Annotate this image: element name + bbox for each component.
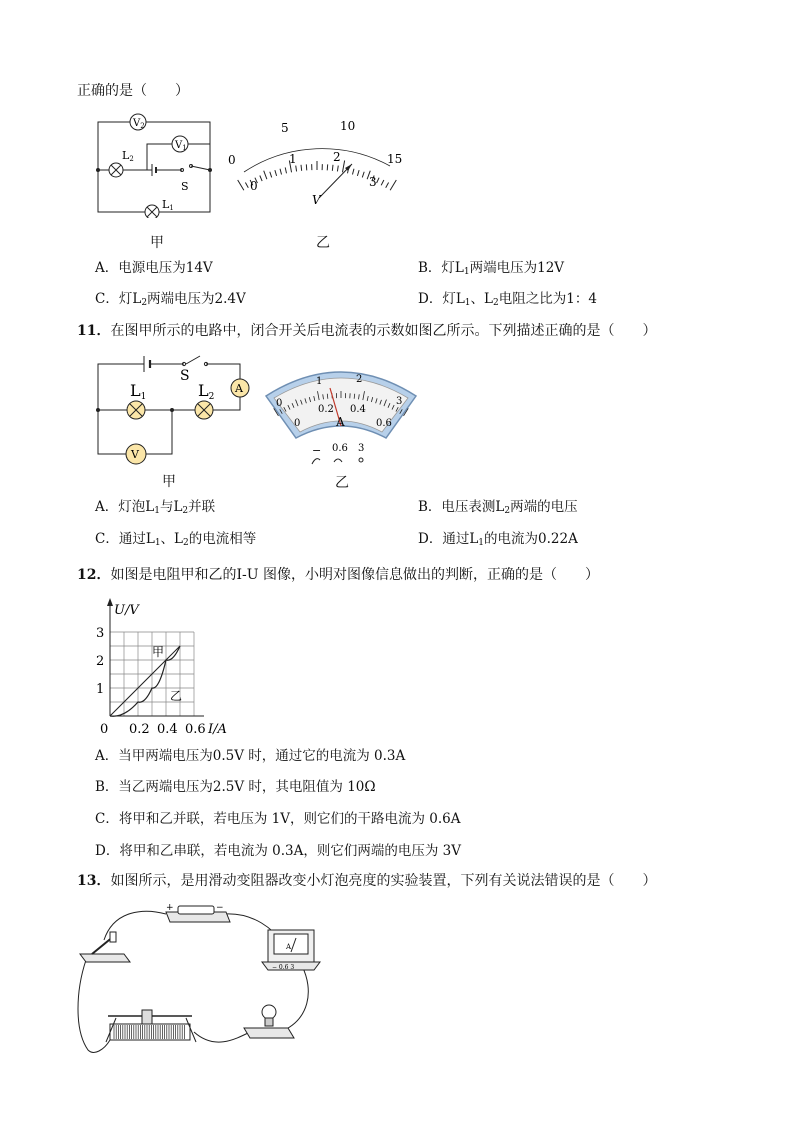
- v2-label: $V_2$: [133, 118, 145, 130]
- amm-top-tick-1: 1: [316, 376, 323, 387]
- q11-option-d[interactable]: D．通过$L_1$的电流为0.22A: [418, 531, 578, 548]
- x-tick-label: 0: [100, 722, 109, 737]
- q10-option-a[interactable]: A．电源电压为14V: [95, 260, 213, 276]
- amm-top-tick-0: 0: [276, 398, 283, 409]
- l2-label: L2: [198, 381, 215, 402]
- volt-unit: V: [312, 193, 321, 207]
- q11-fig-jia-caption: 甲: [162, 474, 176, 490]
- volt-top-tick-10: 10: [340, 119, 356, 133]
- x-tick-label: 0.2: [129, 722, 150, 737]
- rheostat-icon: [106, 1010, 196, 1042]
- x-axis-label: I/A: [208, 722, 227, 737]
- s-label: S: [181, 180, 189, 193]
- volt-tick: [377, 178, 380, 183]
- lamp-icon: [244, 1005, 294, 1038]
- q10-stem-tail: 正确的是（ ）: [77, 83, 189, 99]
- amm-tick: [354, 394, 355, 399]
- volt-tick: [270, 172, 272, 178]
- amm-bottom-tick-06: 0.6: [376, 418, 392, 429]
- volt-bottom-tick-3: 3: [369, 175, 377, 189]
- battery-icon: [166, 903, 230, 922]
- volt-tick: [362, 172, 364, 178]
- volt-tick: [357, 170, 359, 176]
- v-label: V: [131, 448, 139, 461]
- q10-voltmeter-dial: [224, 116, 414, 210]
- amm-top-tick-3: 3: [396, 396, 403, 407]
- s-label: S: [180, 368, 190, 384]
- amm-tick: [327, 394, 328, 399]
- q10-option-c[interactable]: C．灯$L_2$两端电压为2.4V: [95, 291, 246, 308]
- q11-circuit-diagram: [92, 350, 252, 468]
- q10-circuit-diagram: [92, 112, 222, 218]
- amm-bottom-tick-04: 0.4: [350, 404, 366, 415]
- volt-tick: [275, 170, 277, 176]
- l1-label: L1: [130, 381, 147, 402]
- terminal-3: 3: [358, 443, 365, 454]
- q10-option-b[interactable]: B．灯$L_1$两端电压为12V: [418, 260, 565, 277]
- y-tick-label: 2: [96, 654, 105, 669]
- volt-tick: [260, 175, 262, 181]
- y-tick-label: 1: [96, 682, 105, 697]
- y-tick-label: 3: [96, 626, 105, 641]
- q10-option-d[interactable]: D．灯$L_1$、$L_2$电阻之比为1：4: [418, 291, 597, 308]
- series-jia-label: 甲: [152, 645, 165, 659]
- amm-unit: A: [336, 415, 345, 429]
- q10-fig-yi-caption: 乙: [316, 235, 330, 251]
- battery-minus: −: [216, 903, 224, 913]
- series-yi-label: 乙: [170, 689, 183, 703]
- amm-bottom-tick-0: 0: [294, 418, 301, 429]
- volt-tick: [301, 165, 302, 171]
- ammeter-unit: A: [286, 943, 292, 951]
- volt-tick: [296, 166, 297, 172]
- q12-option-a[interactable]: A．当甲两端电压为0.5V 时，通过它的电流为 0.3A: [95, 748, 406, 764]
- volt-top-tick-5: 5: [281, 121, 289, 135]
- q12-option-c[interactable]: C．将甲和乙并联，若电压为 1V，则它们的干路电流为 0.6A: [95, 811, 461, 827]
- ammeter-icon: [262, 930, 320, 971]
- q10-fig-jia-caption: 甲: [150, 235, 164, 251]
- q11-option-c[interactable]: C．通过$L_1$、$L_2$的电流相等: [95, 531, 257, 548]
- a-label: A: [235, 382, 243, 395]
- q12-iu-chart: [92, 596, 242, 738]
- volt-bottom-tick-0: 0: [250, 179, 258, 193]
- ammeter-terminals: − 0.6 3: [272, 964, 295, 971]
- q12-option-b[interactable]: B．当乙两端电压为2.5V 时，其电阻值为 10Ω: [95, 779, 376, 795]
- q11-ammeter-dial: [262, 356, 420, 468]
- volt-tick: [280, 169, 281, 175]
- q11-fig-yi-caption: 乙: [335, 475, 349, 491]
- terminal-minus: −: [312, 444, 322, 457]
- q12-stem: 12．如图是电阻甲和乙的I-U 图像，小明对图像信息做出的判断，正确的是（ ）: [77, 567, 599, 583]
- series-jia-line: [110, 646, 183, 716]
- q12-option-d[interactable]: D．将甲和乙串联，若电流为 0.3A，则它们两端的电压为 3V: [95, 843, 461, 859]
- volt-tick: [238, 180, 244, 190]
- volt-top-tick-15: 15: [387, 152, 403, 166]
- volt-top-tick-0: 0: [228, 153, 236, 167]
- volt-tick: [386, 182, 389, 187]
- volt-bottom-tick-1: 1: [289, 152, 297, 166]
- volt-tick: [285, 167, 286, 173]
- y-axis-label: U/V: [114, 603, 139, 618]
- volt-tick: [381, 180, 384, 185]
- volt-tick: [245, 182, 248, 187]
- volt-tick: [337, 166, 338, 172]
- l2-label: L2: [122, 149, 134, 163]
- q11-stem: 11．在图甲所示的电路中，闭合开关后电流表的示数如图乙所示。下列描述正确的是（ ）: [77, 323, 657, 339]
- q11-option-b[interactable]: B．电压表测$L_2$两端的电压: [418, 499, 578, 516]
- volt-tick: [342, 160, 344, 172]
- volt-bottom-tick-2: 2: [333, 150, 341, 164]
- volt-tick: [390, 180, 396, 190]
- v1-label: $V_1$: [175, 140, 187, 152]
- terminal-06: 0.6: [332, 443, 348, 454]
- q13-apparatus-figure: [74, 900, 324, 1060]
- amm-bottom-tick-02: 0.2: [318, 404, 334, 415]
- q13-stem: 13．如图所示，是用滑动变阻器改变小灯泡亮度的实验装置，下列有关说法错误的是（ ）: [77, 873, 657, 889]
- y-axis-arrow: [107, 598, 113, 606]
- volt-tick: [352, 169, 353, 175]
- x-tick-label: 0.4: [157, 722, 178, 737]
- amm-top-tick-2: 2: [356, 374, 363, 385]
- battery-plus: +: [166, 903, 174, 913]
- volt-tick: [332, 165, 333, 171]
- volt-tick: [264, 171, 267, 179]
- x-tick-label: 0.6: [185, 722, 206, 737]
- q11-option-a[interactable]: A．灯泡$L_1$与$L_2$并联: [95, 499, 216, 516]
- l1-label: L1: [162, 198, 174, 212]
